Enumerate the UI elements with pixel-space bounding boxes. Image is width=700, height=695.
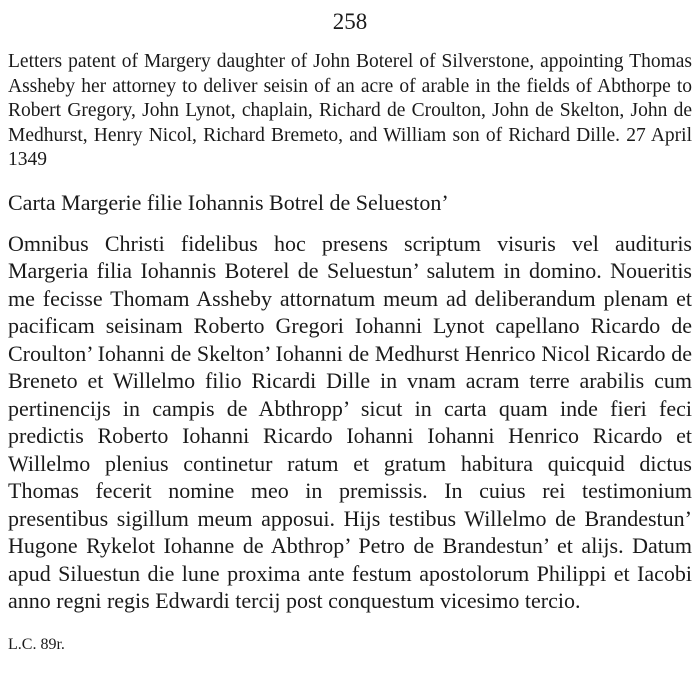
charter-text: Omnibus Christi fidelibus hoc presens scriptum visuris vel audituris Margeria filia Iohannis Boterel de Seluestun’ salutem in domino. Noueritis me fecisse Thomam Assheby attornatum meum ad deliberandum plenam et pacificam seisinam Roberto Gregori Iohanni Lynot capellano Ricardo de Croulton’ Iohanni de Skelton’ Iohanni de Medhurst Henrico Nicol Ricardo de Breneto et Willelmo filio Ricardi Dille in vnam acram terre arabilis cum pertinencijs in campis de Abthropp’ sicut in carta quam inde fieri feci predictis Roberto Iohanni Ricardo Iohanni Iohanni Henrico Ricardo et Willelmo plenius continetur ratum et gratum habitura quicquid dictus Thomas fecerit nomine meo in premissis. In cuius rei testimonium presentibus sigillum meum apposui. Hijs testibus Willelmo de Brandestun’ Hugone Rykelot Iohanne de Abthrop’ Petro de Brandestun’ et alijs. Datum apud Siluestun die lune proxima ante festum apostolorum Philippi et Iacobi anno regni regis Edwardi tercij post conquestum vicesimo tercio. <box>8 230 692 613</box>
page-number: 258 <box>332 9 368 34</box>
document-summary: Letters patent of Margery daughter of John Boterel of Silverstone, appointing Thomas Assheby her attorney to deliver seisin of an acre of arable in the fields of Abthorpe to Robert Gregory, John Lynot, chaplain, Richard de Croulton, John de Skelton, John de Medhurst, Henry Nicol, Richard Bremeto, and William son of Richard Dille. 27 April 1349 <box>8 51 692 170</box>
charter-title: Carta Margerie filie Iohannis Botrel de Selueston’ <box>8 189 449 215</box>
source-reference: L.C. 89r. <box>8 635 65 653</box>
document-page <box>8 8 692 655</box>
